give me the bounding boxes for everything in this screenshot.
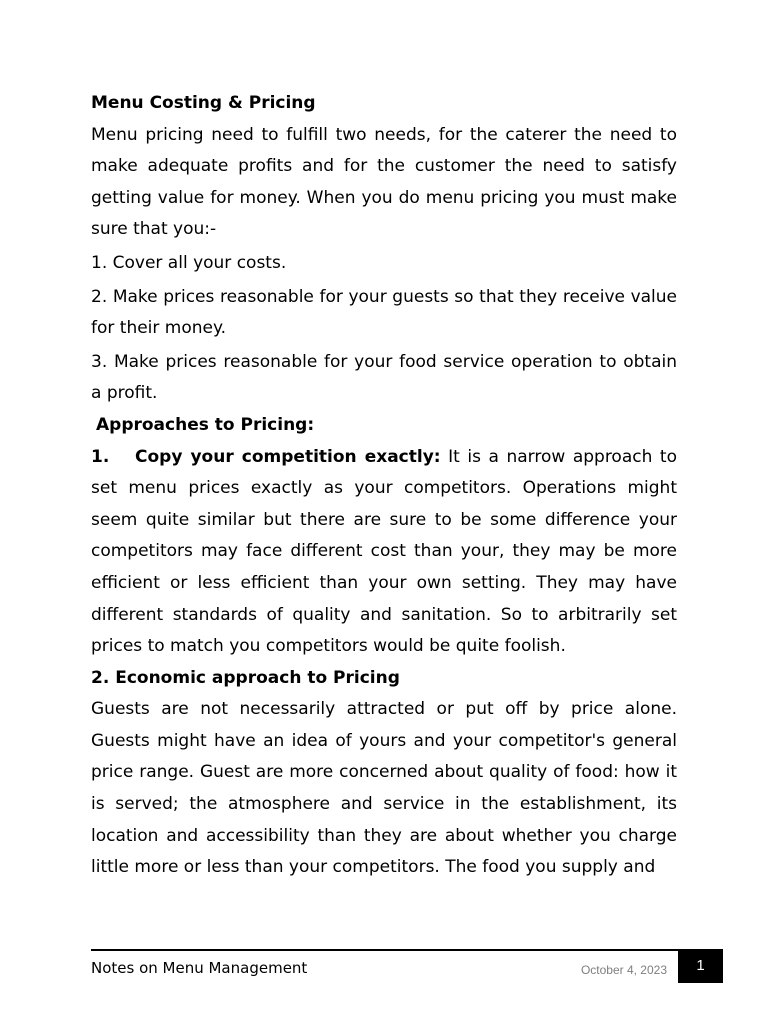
approach-1-number: 1.	[91, 446, 110, 467]
document-body	[91, 88, 677, 884]
page-number: 1	[678, 949, 723, 983]
footer-date: October 4, 2023	[580, 963, 667, 977]
point-3: 3. Make prices reasonable for your food service operation to obtain a profit.	[91, 351, 677, 404]
footer-divider	[91, 949, 678, 951]
footer-title: Notes on Menu Management	[91, 959, 308, 977]
approach-2-paragraph: Guests are not necessarily attracted or put off by price alone. Guests might have an idea of yours and your competitor's general price range. Guest are more concerned about quality of food: how it is served; the atmosphere and service in the establishment, its location and accessibility than they are about whether you charge little more or less than your competitors. The food you supply and	[91, 699, 677, 878]
intro-paragraph: Menu pricing need to fulfill two needs, for the caterer the need to make adequate profits and for the customer the need to satisfy getting value for money. When you do menu pricing you must make sure that you:-	[91, 124, 677, 240]
approach-1-text: It is a narrow approach to set menu prices exactly as your competitors. Operations might seem quite similar but there are sure to be some difference your competitors may face different cost than your, they may be more efficient or less efficient than your own setting. They may have different standards of quality and sanitation. So to arbitrarily set prices to match you competitors would be quite foolish.	[91, 446, 677, 657]
point-1: 1. Cover all your costs.	[91, 252, 287, 273]
approaches-heading: Approaches to Pricing:	[96, 414, 315, 435]
section-heading: Menu Costing & Pricing	[91, 93, 316, 113]
approach-1-paragraph	[91, 442, 677, 663]
point-2: 2. Make prices reasonable for your guests so that they receive value for their money.	[91, 286, 677, 339]
approach-1-title: Copy your competition exactly:	[135, 446, 441, 467]
approach-2-heading: 2. Economic approach to Pricing	[91, 667, 400, 688]
